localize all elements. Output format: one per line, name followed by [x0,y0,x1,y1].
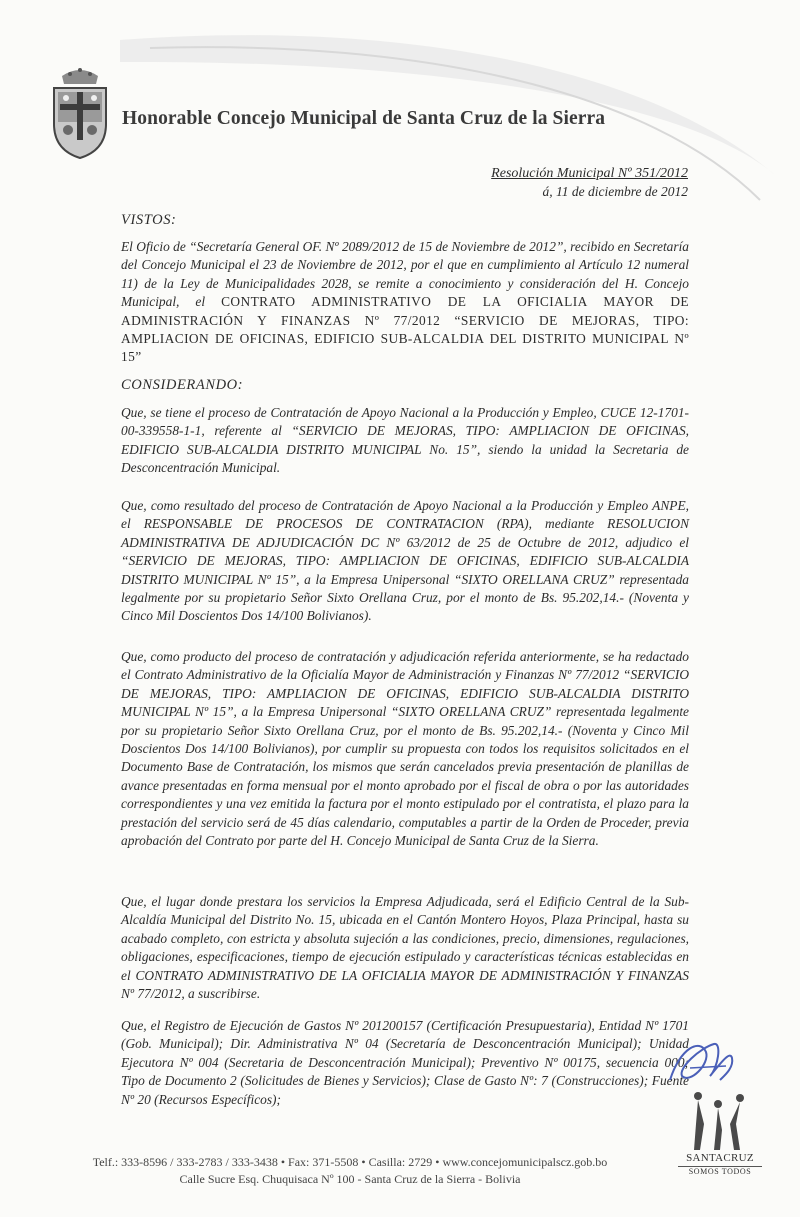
paragraph-text: Que, como resultado del proceso de Contratación de Apoyo Nacional a la Producción y Empleo ANPE, el RESPONSABLE DE PROCESOS DE CONTRATACION (RPA), mediante RESOLUCION ADMINISTRATIVA DE ADJUDICACIÓN DC Nº 63/2012 de 25 de Octubre de 2012, adjudico el “SERVICIO DE MEJORAS, TIPO: AMPLIACION DE OFICINAS, EDIFICIO SUB-ALCALDIA DISTRITO MUNICIPAL Nº 15”, a la Empresa Unipersonal “SIXTO ORELLANA CRUZ” representada legalmente por su propietario Señor Sixto Orellana Cruz, por el monto de Bs. 95.202,14.- (Noventa y Cinco Mil Doscientos Dos 14/100 Bolivianos). [121,498,689,624]
logo-tagline: SOMOS TODOS [678,1166,762,1176]
considerando-heading: CONSIDERANDO: [121,377,244,393]
vistos-intro-text: El Oficio de “Secretaría General OF. Nº 2089/2012 de 15 de Noviembre de 2012”, recibido en Secretaría del Concejo Municipal el 23 de Noviembre de 2012, por el que en cumplimiento al Artículo 12 numeral 11) de la Ley de Municipalidades 2028, se remite a conocimiento y consideración del H. Concejo Municipal, el [121,239,689,310]
logo-name: SANTACRUZ [686,1152,754,1164]
header-swoosh-decoration [0,0,800,260]
vistos-contract-text: CONTRATO ADMINISTRATIVO DE LA OFICIALIA MAYOR DE ADMINISTRACIÓN Y FINANZAS Nº 77/2012 “SERVICIO DE MEJORAS, TIPO: AMPLIACION DE OFICINAS, EDIFICIO SUB-ALCALDIA DEL DISTRITO MUNICIPAL Nº 15” [121,294,689,365]
considerando-paragraph-2 [121,497,689,626]
considerando-paragraph-5 [121,1017,689,1109]
handwritten-signature-icon [660,1028,740,1098]
footer-address-line: Calle Sucre Esq. Chuquisaca Nº 100 - Santa Cruz de la Sierra - Bolivia [179,1172,521,1186]
vistos-heading: VISTOS: [121,212,177,228]
considerando-paragraph-3 [121,648,689,850]
paragraph-text: Que, el lugar donde prestara los servicios la Empresa Adjudicada, será el Edificio Central de la Sub-Alcaldía Municipal del Distrito No. 15, ubicada en el Cantón Montero Hoyos, Plaza Principal, hasta su acabado completo, con estricta y absoluta sujeción a las condiciones, precio, dimensiones, regulaciones, obligaciones, especificaciones, tiempo de ejecución estipulado y características técnicas establecidas en el CONTRATO ADMINISTRATIVO DE LA OFICIALIA MAYOR DE ADMINISTRACIÓN Y FINANZAS Nº 77/2012, a suscribirse. [121,894,689,1002]
resolution-block [491,166,688,200]
resolution-date: á, 11 de diciembre de 2012 [542,184,688,199]
council-name: Honorable Concejo Municipal de Santa Cruz de la Sierra [122,108,606,129]
footer-contact-line: Telf.: 333-8596 / 333-2783 / 333-3438 • Fax: 371-5508 • Casilla: 2729 • www.concejomunicipalscz.gob.bo [92,1155,608,1169]
vistos-paragraph [121,238,689,367]
considerando-paragraph-4 [121,893,689,1003]
paragraph-text: Que, el Registro de Ejecución de Gastos Nº 201200157 (Certificación Presupuestaria), Entidad Nº 1701 (Gob. Municipal); Dir. Administrativa Nº 04 (Secretaría de Desconcentración Municipal); Unidad Ejecutora Nº 004 (Secretaria de Desconcentración Municipal); Preventivo Nº 00175, secuencia 000; Tipo de Documento 2 (Solicitudes de Bienes y Servicios); Clase de Gasto Nº: 7 (Construcciones); Fuente Nº 20 (Recursos Específicos); [121,1018,689,1107]
resolution-number: Resolución Municipal Nº 351/2012 [491,166,688,181]
paragraph-text: Que, como producto del proceso de contratación y adjudicación referida anteriormente, se ha redactado el Contrato Administrativo de la Oficialía Mayor de Administración y Finanzas Nº 77/2012 “SERVICIO DE MEJORAS, TIPO: AMPLIACION DE OFICINAS, EDIFICIO SUB-ALCALDIA DISTRITO MUNICIPAL Nº 15”, a la Empresa Unipersonal “SIXTO ORELLANA CRUZ” representada legalmente por su propietario Señor Sixto Orellana Cruz, por el monto de Bs. 95.202,14.- (Noventa y Cinco Mil Doscientos Dos 14/100 Bolivianos), por cumplir su propuesta con todos los requisitos solicitados en el Documento Base de Contratación, los mismos que serán cancelados previa presentación de planillas de avance presentadas en forma mensual por el monto aprobado por el fiscal de obra o por las autoridades correspondientes y una vez emitida la factura por el monto estipulado por el contratista, el plazo para la prestación del servicio será de 45 días calendario, computables a partir de la Orden de Proceder, previa aprobación del Contrato por parte del H. Concejo Municipal de Santa Cruz de la Sierra. [121,649,689,849]
paragraph-text: Que, se tiene el proceso de Contratación de Apoyo Nacional a la Producción y Empleo, CUCE 12-1701-00-339558-1-1, referente al “SERVICIO DE MEJORAS, TIPO: AMPLIACION DE OFICINAS, EDIFICIO SUB-ALCALDIA DISTRITO MUNICIPAL No. 15”, siendo la unidad la Secretaria de Desconcentración Municipal. [121,405,689,476]
coat-of-arms-icon [48,62,112,160]
considerando-paragraph-1 [121,404,689,478]
